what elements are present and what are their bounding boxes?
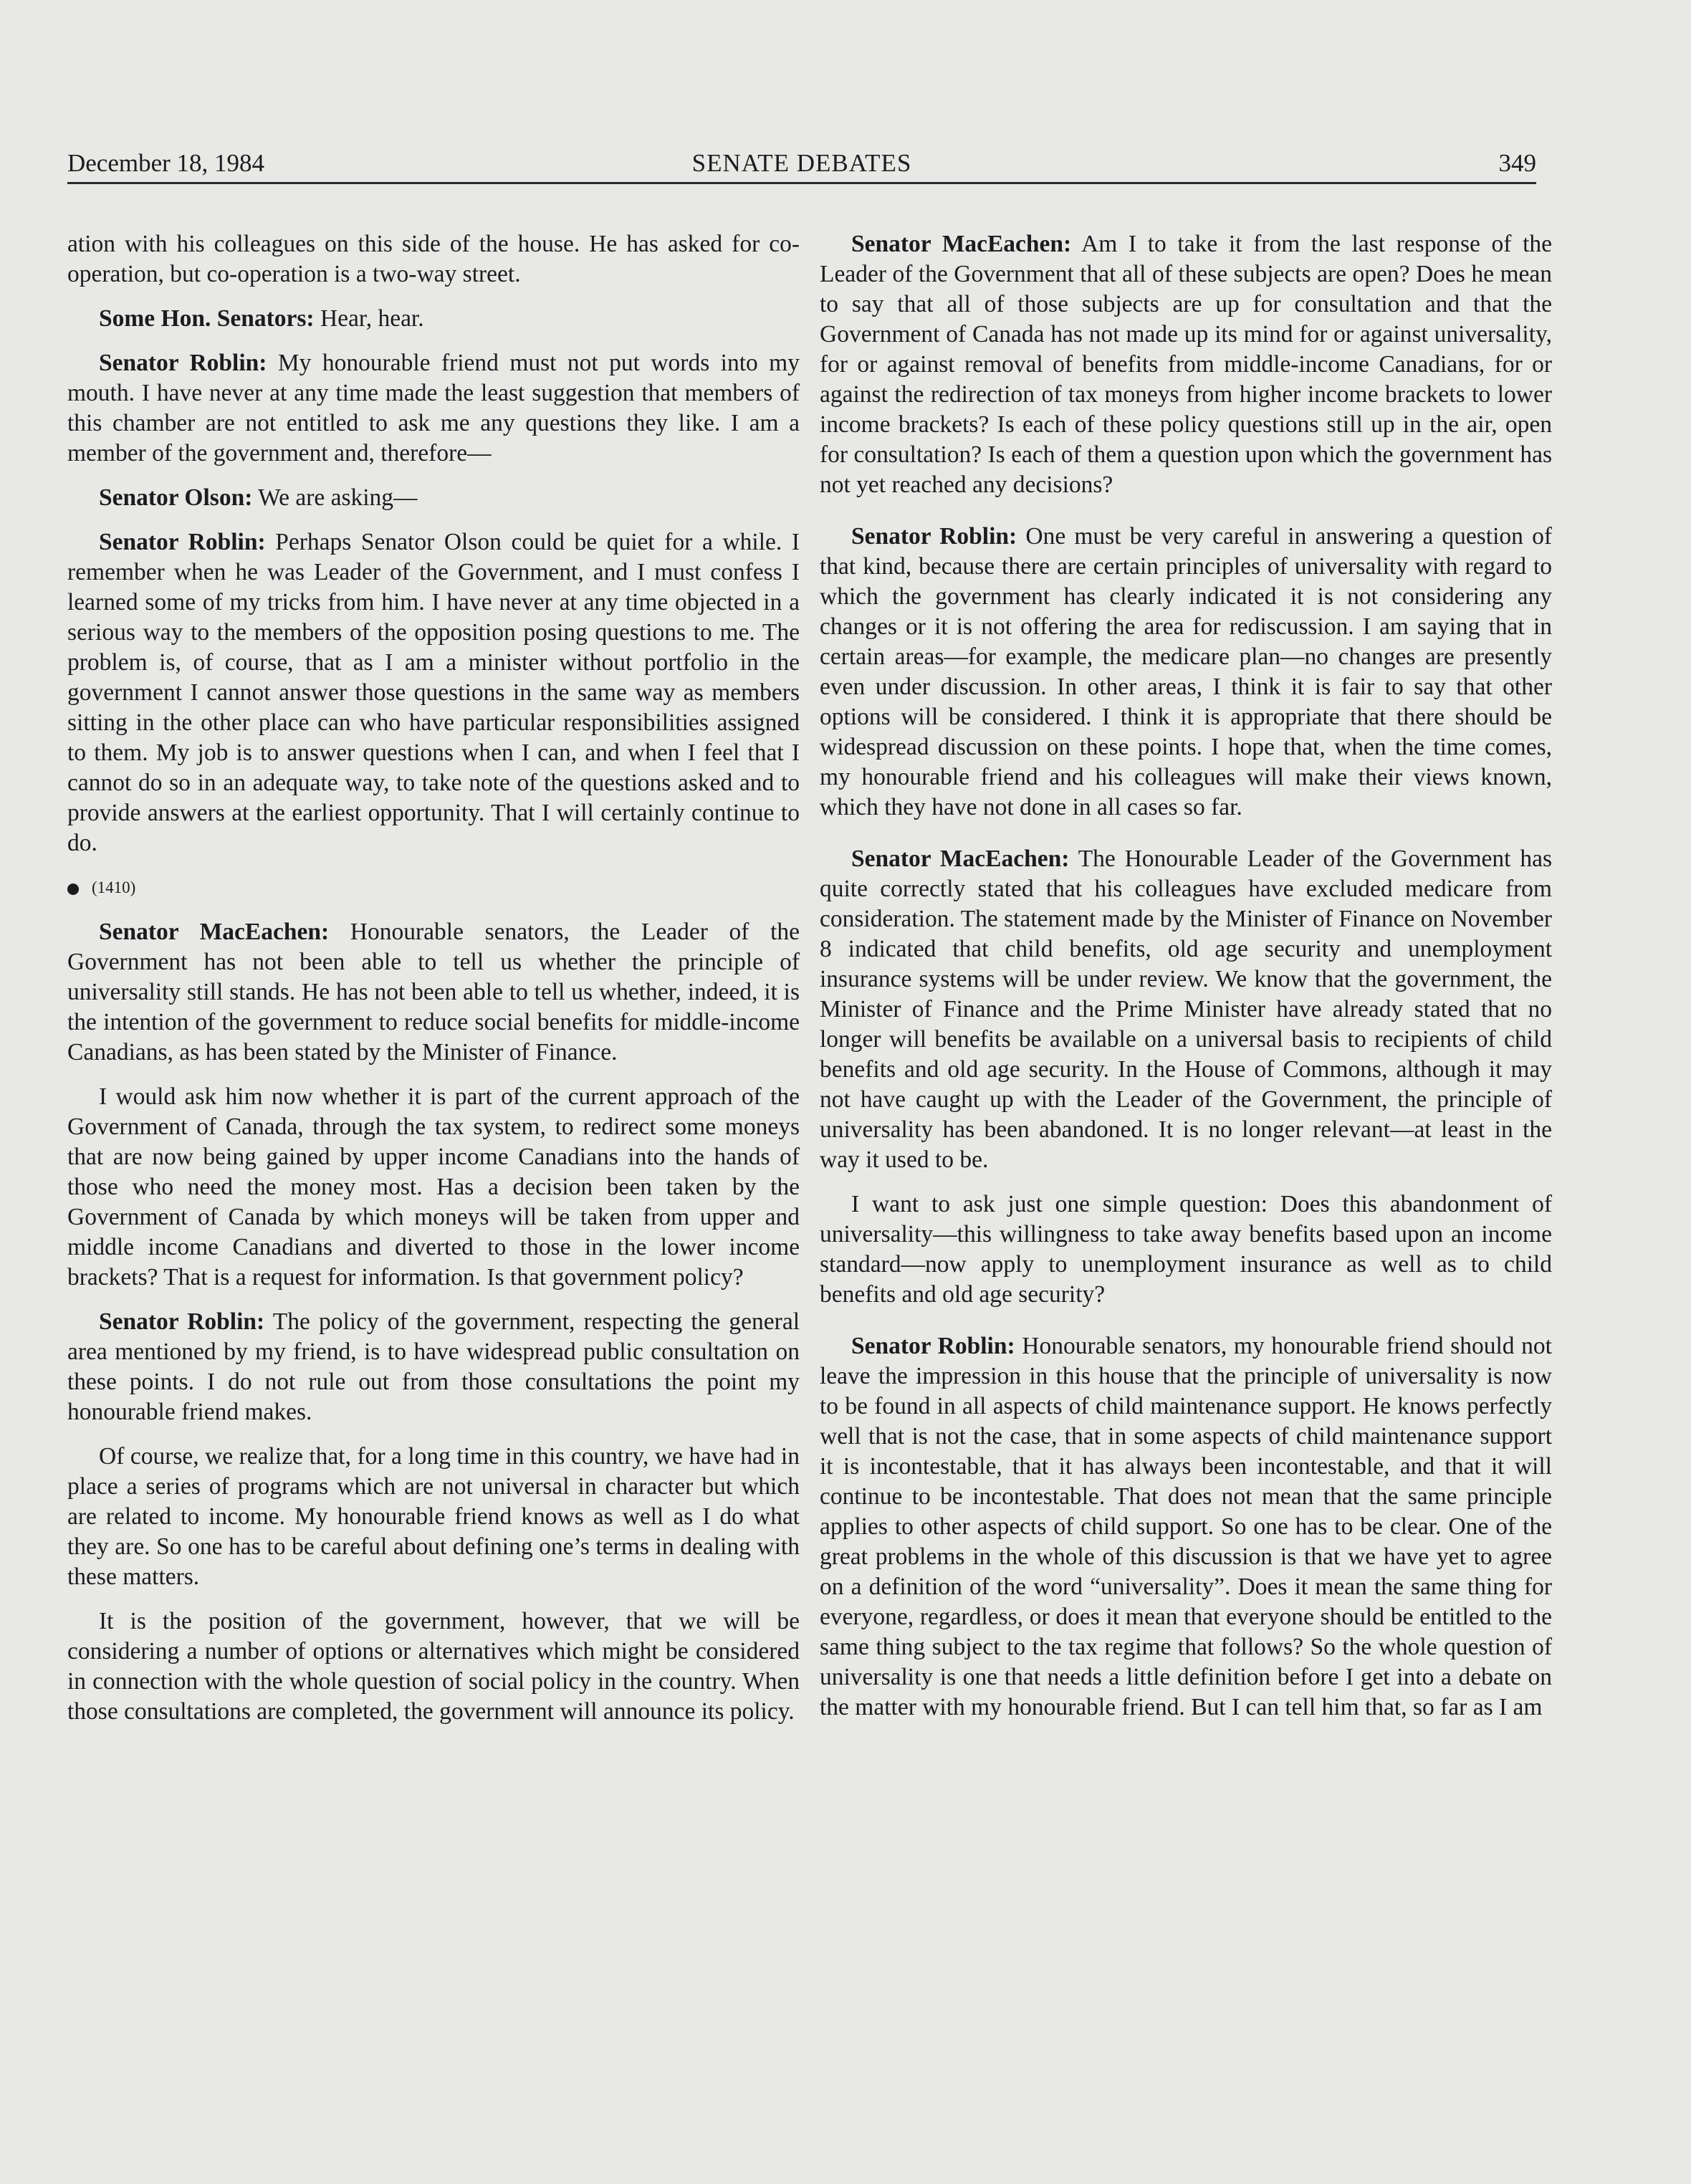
header-date: December 18, 1984 bbox=[67, 149, 265, 177]
speaker-name: Senator MacEachen: bbox=[851, 846, 1070, 872]
left-column bbox=[67, 229, 800, 1741]
speaker-name: Senator MacEachen: bbox=[99, 919, 330, 945]
time-marker: (1410) bbox=[67, 873, 800, 903]
paragraph: Of course, we realize that, for a long time in this country, we have had in place a series of programs which are not universal in character but which are related to income. My honourable friend knows as well as I do what they are. So one has to be careful about defining one’s terms in dealing with these matters. bbox=[67, 1443, 800, 1590]
paragraph: Senator MacEachen: Am I to take it from the last response of the Leader of the Government that all of these subjects are open? Does he mean to say that all of those subjects are up for consultation and that the Government of Canada has not made up its mind for or against universality, for or against removal of benefits from middle-income Canadians, for or against the redirection of tax moneys from higher income brackets to lower income brackets? Is each of these policy questions still up in the air, open for consultation? Is each of them a question upon which the government has not yet reached any decisions? bbox=[820, 231, 1553, 498]
bullet-icon bbox=[67, 883, 79, 895]
speaker-name: Senator Roblin: bbox=[851, 1333, 1015, 1359]
paragraph: Some Hon. Senators: Hear, hear. bbox=[99, 305, 424, 332]
header-title: SENATE DEBATES bbox=[691, 149, 912, 177]
paragraph: It is the position of the government, however, that we will be considering a number of options or alternatives which might be considered in connection with the whole question of social policy in the country. When those consultations are completed, the government will announce its policy. bbox=[67, 1608, 800, 1725]
paragraph: Senator MacEachen: The Honourable Leader of the Government has quite correctly stated that his colleagues have excluded medicare from consideration. The statement made by the Minister of Finance on November 8 indicated that child benefits, old age security and unemployment insurance systems will be under review. We know that the government, the Minister of Finance and the Prime Minister have already stated that no longer will benefits be available on a universal basis to recipients of child benefits and old age security. In the House of Commons, although it may not have caught up with the Leader of the Government, the principle of universality has been abandoned. It is no longer relevant—at least in the way it used to be. bbox=[820, 846, 1552, 1173]
paragraph: Senator Olson: We are asking— bbox=[99, 484, 418, 511]
paragraph: ation with his colleagues on this side of the house. He has asked for co-operation, but co-operation is a two-way street. bbox=[67, 231, 800, 287]
speaker-name: Senator Roblin: bbox=[851, 523, 1017, 550]
page-header bbox=[67, 142, 1536, 184]
paragraph: Senator Roblin: One must be very careful in answering a question of that kind, because there are certain principles of universality with regard to which the government has clearly indicated it is not considering any changes or it is not offering the area for rediscussion. I am saying that in certain areas—for example, the medicare plan—no changes are presently even under discussion. In other areas, I think it is fair to say that other options will be considered. I think it is appropriate that there should be widespread discussion on these points. I hope that, when the time comes, my honourable friend and his colleagues will make their views known, which they have not done in all cases so far. bbox=[820, 523, 1552, 820]
speaker-name: Senator Roblin: bbox=[99, 350, 267, 376]
paragraph: I want to ask just one simple question: Does this abandonment of universality—this willingness to take away benefits based upon an income standard—now apply to unemployment insurance as well as to child benefits and old age security? bbox=[820, 1191, 1552, 1308]
paragraph: Senator Roblin: My honourable friend must not put words into my mouth. I have never at any time made the least suggestion that members of this chamber are not entitled to ask me any questions they like. I am a member of the government and, therefore— bbox=[67, 350, 800, 466]
speaker-name: Senator MacEachen: bbox=[851, 231, 1072, 257]
speaker-name: Senator Roblin: bbox=[99, 529, 266, 555]
paragraph: Senator Roblin: Perhaps Senator Olson could be quiet for a while. I remember when he was Leader of the Government, and I must confess I learned some of my tricks from him. I have never at any time objected in a serious way to the members of the opposition posing questions to me. The problem is, of course, that as I am a minister without portfolio in the government I cannot answer those questions in the same way as members sitting in the other place can who have particular responsibilities assigned to them. My job is to answer questions when I can, and when I feel that I cannot do so in an adequate way, to take note of the questions asked and to provide answers at the earliest opportunity. That I will certainly continue to do. bbox=[67, 529, 800, 856]
speaker-name: Senator Roblin: bbox=[99, 1308, 265, 1335]
paragraph: Senator Roblin: The policy of the government, respecting the general area mentioned by my friend, is to have widespread public consultation on these points. I do not rule out from those consultations the point my honourable friend makes. bbox=[67, 1308, 800, 1425]
paragraph: I would ask him now whether it is part of the current approach of the Government of Canada, through the tax system, to redirect some moneys that are now being gained by upper income Canadians into the hands of those who need the money most. Has a decision been taken by the Government of Canada by which moneys will be taken from upper and middle income Canadians and diverted to those in the lower income brackets? That is a request for information. Is that government policy? bbox=[67, 1083, 800, 1290]
speaker-name: Senator Olson: bbox=[99, 484, 253, 511]
paragraph: Senator Roblin: Honourable senators, my honourable friend should not leave the impression in this house that the principle of universality is now to be found in all aspects of child maintenance support. He knows perfectly well that is not the case, that in some aspects of child maintenance support it is incontestable, that it has always been incontestable, and that it will continue to be incontestable. That does not mean that the same principle applies to other aspects of child support. So one has to be clear. One of the great problems in the whole of this discussion is that we have yet to agree on a definition of the word “universality”. Does it mean the same thing for everyone, regardless, or does it mean that everyone should be entitled to the same thing subject to the tax regime that follows? So the whole question of universality is one that needs a little definition before I get into a debate on the matter with my honourable friend. But I can tell him that, so far as I am bbox=[820, 1333, 1552, 1720]
right-column bbox=[820, 229, 1552, 1737]
speaker-name: Some Hon. Senators: bbox=[99, 305, 315, 332]
page-number: 349 bbox=[1498, 149, 1536, 177]
paragraph: Senator MacEachen: Honourable senators, the Leader of the Government has not been able to tell us whether the principle of universality still stands. He has not been able to tell us whether, indeed, it is the intention of the government to reduce social benefits for middle-income Canadians, as has been stated by the Minister of Finance. bbox=[67, 919, 800, 1065]
